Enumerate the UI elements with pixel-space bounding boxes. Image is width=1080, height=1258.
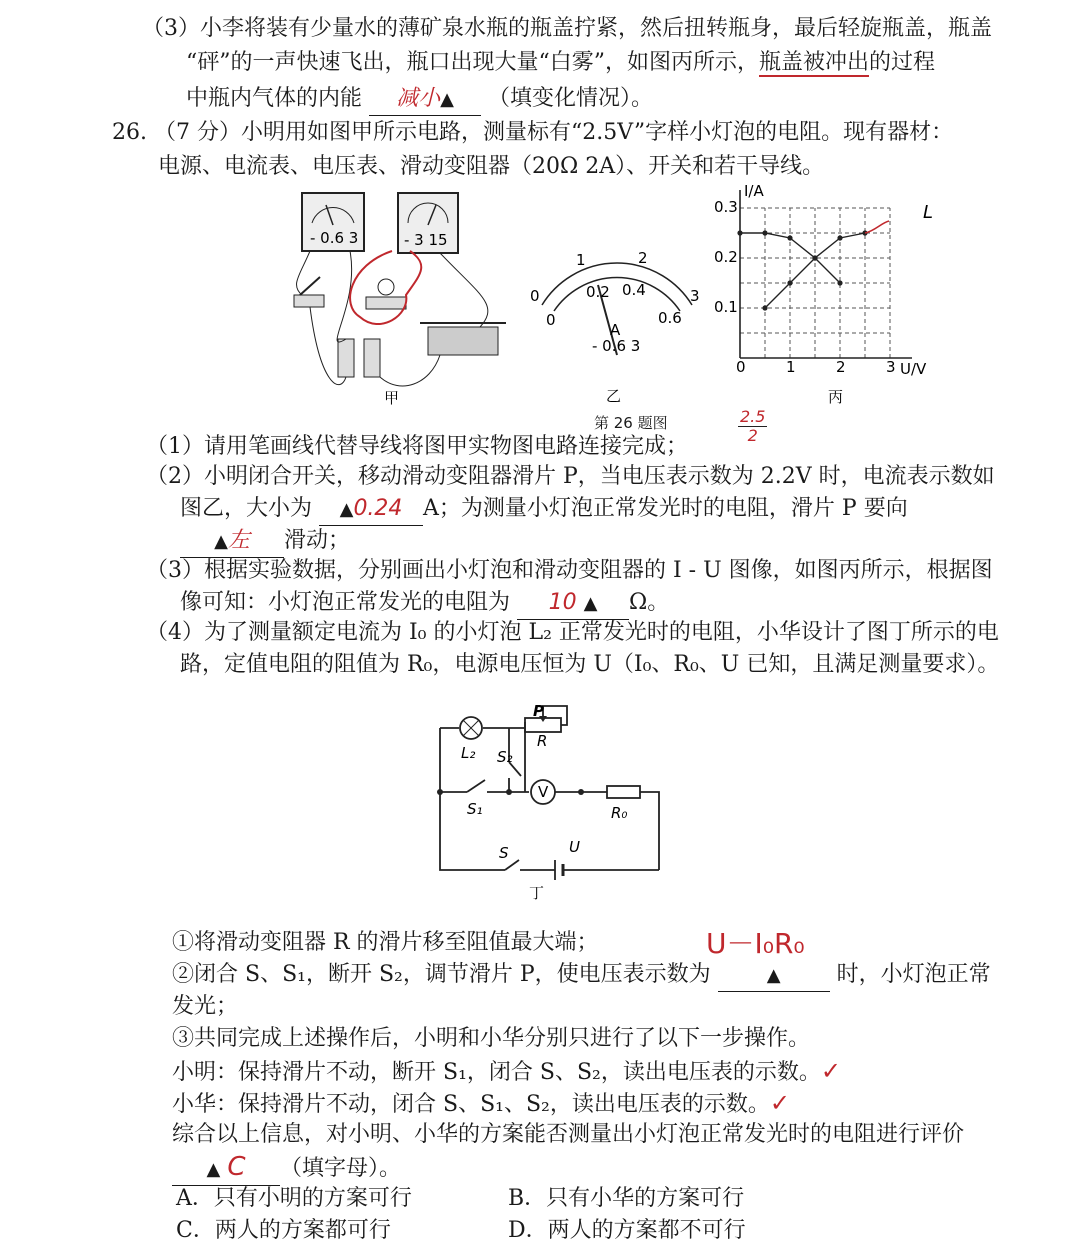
sub2-blank-direction[interactable]: ▲左	[180, 526, 284, 558]
sub4-line2: 路，定值电阻的阻值为 R₀，电源电压恒为 U（I₀、R₀、U 已知，且满足测量要求）。	[180, 652, 1000, 677]
label-S2: S₂	[497, 748, 513, 766]
evaluate-answer-line: ▲ C （填字母）。	[172, 1152, 401, 1186]
sub2-line1: （2）小明闭合开关，移动滑动变阻器滑片 P，当电压表示数为 2.2V 时，电流表示数如	[146, 464, 995, 489]
sub3-line1: （3）根据实验数据，分别画出小灯泡和滑动变阻器的 I - U 图像，如图丙所示，根据图	[146, 558, 993, 583]
sub3-blank-resistance[interactable]: 10 ▲	[517, 588, 629, 620]
data-point-1	[812, 255, 817, 260]
option-C[interactable]: C．两人的方案都可行	[176, 1218, 391, 1243]
option-A[interactable]: A．只有小明的方案可行	[176, 1186, 412, 1211]
label-jia: 甲	[384, 389, 400, 407]
label-yi: 乙	[606, 387, 622, 405]
y-tick-label: 0.1	[714, 298, 738, 316]
tick-top-1: 1	[576, 251, 586, 269]
label-L2: L₂	[461, 744, 476, 762]
x-tick-label: 2	[836, 358, 846, 376]
xiaoming-plan: 小明：保持滑片不动，断开 S₁，闭合 S、S₂，读出电压表的示数。✓	[172, 1057, 841, 1085]
step2-line2: 发光；	[172, 994, 239, 1019]
figure-caption: 第 26 题图	[594, 414, 668, 432]
step3: ③共同完成上述操作后，小明和小华分别只进行了以下一步操作。	[172, 1026, 811, 1051]
data-point-1	[787, 235, 792, 240]
tick-top-2: 2	[638, 249, 648, 267]
q25-line3: 中瓶内气体的内能 减小▲ （填变化情况）。	[186, 84, 653, 116]
meter-terminals: - 0.6 3	[592, 337, 641, 355]
label-P: P	[533, 702, 544, 720]
step1: ①将滑动变阻器 R 的滑片移至阻值最大端；	[172, 930, 599, 955]
option-D[interactable]: D．两人的方案都不可行	[508, 1218, 746, 1243]
tick-top-0: 0	[530, 287, 540, 305]
sub2-line3: ▲左 滑动；	[180, 526, 350, 558]
label-U: U	[569, 838, 580, 856]
data-point-1	[737, 230, 742, 235]
hw-arrow	[865, 221, 889, 233]
label-R0: R₀	[611, 804, 628, 822]
x-tick-label: 3	[886, 358, 896, 376]
tick-bottom-3: 0.6	[658, 309, 682, 327]
sub3-line2: 像可知：小灯泡正常发光的电阻为 10 ▲ Ω。	[180, 588, 669, 620]
tick-bottom-0: 0	[546, 311, 556, 329]
q25-line1: （3）小李将装有少量水的薄矿泉水瓶的瓶盖拧紧，然后扭转瓶身，最后轻旋瓶盖，瓶盖	[142, 16, 992, 41]
meter-unit: A	[610, 321, 621, 339]
chart-hw-label: L	[923, 202, 934, 223]
data-point-0	[762, 305, 767, 310]
label-R: R	[537, 732, 548, 750]
hw-formula: U－I₀R₀	[706, 927, 805, 960]
step2-line1: ②闭合 S、S₁，断开 S₂，调节滑片 P，使电压表示数为 ▲ 时，小灯泡正常	[172, 960, 991, 992]
y-tick-label: 0.3	[714, 198, 738, 216]
q25-line2: “砰”的一声快速飞出，瓶口出现大量“白雾”，如图丙所示，瓶盖被冲出的过程	[186, 50, 936, 75]
evaluate-blank[interactable]: ▲ C	[172, 1152, 280, 1186]
step2-voltage-blank[interactable]: ▲	[718, 960, 830, 992]
x-tick-label: 1	[786, 358, 796, 376]
sub2-blank-current[interactable]: ▲0.24	[319, 494, 423, 526]
q25-answer-blank[interactable]: 减小▲	[369, 84, 481, 116]
chart-xlabel: U/V	[900, 360, 927, 378]
label-S: S	[499, 844, 509, 862]
svg-text:- 3 15: - 3 15	[404, 231, 448, 249]
sub2-line2: 图乙，大小为 ▲0.24 A；为测量小灯泡正常发光时的电阻，滑片 P 要向	[180, 494, 908, 526]
label-S1: S₁	[467, 800, 483, 818]
tick-bottom-1: 0.2	[586, 283, 610, 301]
data-point-0	[787, 280, 792, 285]
q26-intro1: 26. （7 分）小明用如图甲所示电路，测量标有“2.5V”字样小灯泡的电阻。现有器材：	[112, 120, 954, 145]
tick-bottom-2: 0.4	[622, 281, 646, 299]
label-bing: 丙	[828, 388, 844, 406]
sub1: （1）请用笔画线代替导线将图甲实物图电路连接完成；	[146, 434, 688, 459]
chart-ylabel: I/A	[744, 182, 764, 200]
figure-bing-iu-chart	[710, 180, 945, 410]
label-V: V	[538, 783, 549, 801]
svg-text:- 0.6 3: - 0.6 3	[310, 229, 359, 247]
q26-intro2: 电源、电流表、电压表、滑动变阻器（20Ω 2A）、开关和若干导线。	[158, 154, 825, 179]
figure-yi-ammeter	[520, 245, 710, 405]
data-point-0	[837, 235, 842, 240]
figure-jia-apparatus	[280, 185, 520, 410]
x-tick-label: 0	[736, 358, 746, 376]
hw-fraction: 2.5 2	[740, 407, 766, 445]
option-B[interactable]: B．只有小华的方案可行	[508, 1186, 745, 1211]
data-point-1	[762, 230, 767, 235]
label-ding: 丁	[529, 884, 545, 900]
tick-top-3: 3	[690, 287, 700, 305]
y-tick-label: 0.2	[714, 248, 738, 266]
data-point-1	[837, 280, 842, 285]
sub4-line1: （4）为了测量额定电流为 I₀ 的小灯泡 L₂ 正常发光时的电阻，小华设计了图丁所示的电	[146, 620, 999, 645]
figure-ding-circuit	[425, 700, 675, 900]
evaluate-line: 综合以上信息，对小明、小华的方案能否测量出小灯泡正常发光时的电阻进行评价	[172, 1122, 965, 1147]
xiaohua-plan: 小华：保持滑片不动，闭合 S、S₁、S₂，读出电压表的示数。✓	[172, 1089, 790, 1117]
